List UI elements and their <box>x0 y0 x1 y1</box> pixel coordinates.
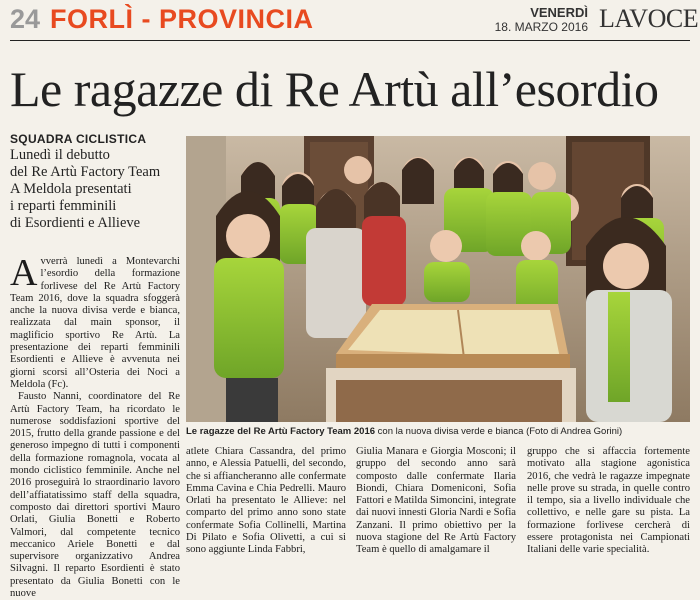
header-divider <box>10 40 690 41</box>
team-photo-illustration <box>186 136 690 422</box>
article-headline: Le ragazze di Re Artù all’esordio <box>10 61 659 117</box>
subhead-line: del Re Artù Factory Team <box>10 164 161 180</box>
caption-bold: Le ragazze del Re Artù Factory Team 2016 <box>186 426 376 437</box>
article-paragraph: Giulia Manara e Giorgia Mosconi; il gruppo del secondo anno sarà composto dalle confermate Ilaria Biondi, Chiara Domeniconi, Sofia Fattori e Matilda Simoncini, integrate dai nuovi innesti Gloria Nardi e Sofia Zanzani. Il primo obiettivo per la nuova stagione del Re Artù Factory Team è quello di amalgamare il <box>356 446 516 556</box>
issue-day: VENERDÌ <box>530 5 588 20</box>
subhead-line: A Meldola presentati <box>10 181 132 197</box>
article-paragraph: gruppo che si affaccia fortemente motivato alla stagione agonistica 2016, che vedrà le ragazze impegnate nelle prove su strada, in quelle contro il tempo, sia a livello individuale che collettivo, e nelle gare su pista. La formazione forlivese cercherà di essere protagonista nei Campionati Italiani delle varie specialità. <box>527 446 690 556</box>
subhead-line: Lunedì il debutto <box>10 147 110 163</box>
issue-date: 18. MARZO 2016 <box>494 20 588 34</box>
article-kicker: SQUADRA CICLISTICA <box>10 132 147 146</box>
article-paragraph: Fausto Nanni, coordinatore del Re Artù Factory Team, ha ricordato le numerose soddisfazioni sportive del 2015, frutto della grande passione e del generoso impegno di tutti i componenti della formazione romagnola, vocata al mondo ciclistico femminile. Anche nel 2016 proseguirà lo straordinario lavoro dell’affiatatissimo staff della squadra, composto dai direttori sportivi Mauro Orlati, Giulia Bonetti e Roberto Valmori, dal competente tecnico meccanico Ariele Bonetti e dal supervisore organizzativo Andrea Silvagni. Il reparto Esordienti è stato presentato da Giulia Bonetti con le nuove <box>10 391 180 600</box>
team-photo <box>186 136 690 422</box>
subhead-line: di Esordienti e Allieve <box>10 215 141 231</box>
newspaper-masthead: LAVOCE <box>599 4 699 33</box>
article-column-1 <box>10 252 180 600</box>
subhead-line: i reparti femminili <box>10 198 117 214</box>
article-column-2 <box>186 446 346 556</box>
article-column-4 <box>527 446 690 556</box>
paragraph-text: vverrà lunedì a Montevarchi l’esordio della formazione forlivese del Re Artù Factory Team 2016, dove la squadra sfoggerà anche la nuova divisa verde e bianca, realizzata dal main sponsor, il maglificio sportivo Re Artù. La presentazione dei reparti femminili Esordienti e Allieve è avvenuta nei giorni scorsi all’Osteria dei Noci a Meldola (Fc). <box>10 256 180 390</box>
article-paragraph <box>10 252 180 391</box>
article-subhead <box>10 147 175 232</box>
photo-caption <box>186 426 690 438</box>
article-column-3 <box>356 446 516 556</box>
section-title: FORLÌ - PROVINCIA <box>50 4 314 34</box>
drop-cap: A <box>10 252 38 294</box>
caption-text: con la nuova divisa verde e bianca (Foto di Andrea Gorini) <box>375 426 623 437</box>
page-number: 24 <box>10 4 41 34</box>
article-paragraph: atlete Chiara Cassandra, del primo anno, e Alessia Patuelli, del secondo, che si affiancheranno alle confermate Emma Cavina e Chia Pedrelli. Mauro Orlati ha presentato le Allieve: nel comparto del primo anno sono state confermate Sofia Collinelli, Martina Di Pilato e Sofia Olivetti, a cui si sono aggiunte Linda Fabbri, <box>186 446 346 556</box>
